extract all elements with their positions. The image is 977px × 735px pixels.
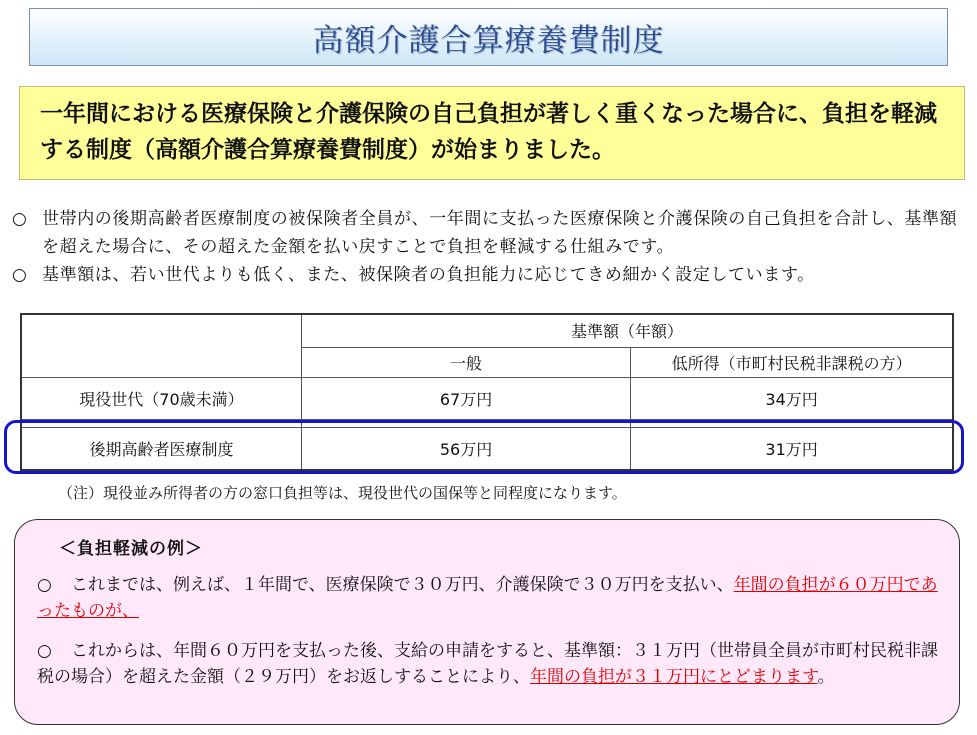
emphasis-text: 年間の負担が３１万円にとどまります xyxy=(530,667,818,687)
bullet-list xyxy=(12,205,970,289)
cell-general: 56万円 xyxy=(301,427,630,470)
title-box xyxy=(29,8,948,66)
example-text: これからは、年間６０万円を支払った後、支給の申請をすると、基準額：３１万円（世帯員全員が市町村民税非課税の場合）を超えた金額（２９万円）をお返しすることにより、 xyxy=(37,641,938,687)
cell-low-income: 34万円 xyxy=(631,377,953,419)
example-item xyxy=(37,638,943,690)
example-text: これまでは、例えば、１年間で、医療保険で３０万円、介護保険で３０万円を支払い、 xyxy=(71,575,734,595)
table-corner xyxy=(21,314,301,377)
emphasis-text: 年間の負担が６０万円であったものが、 xyxy=(37,575,938,621)
example-item xyxy=(37,572,943,624)
column-header-low-income: 低所得（市町村民税非課税の方） xyxy=(631,347,953,377)
cell-general: 67万円 xyxy=(301,377,630,419)
row-label: 後期高齢者医療制度 xyxy=(21,427,301,470)
column-header-general: 一般 xyxy=(301,347,630,377)
banner xyxy=(19,86,965,180)
highlight-frame xyxy=(4,420,964,474)
table-group-header: 基準額（年額） xyxy=(301,314,953,347)
footnote: （注）現役並み所得者の方の窓口負担等は、現役世代の国保等と同程度になります。 xyxy=(58,484,627,502)
bullet-text: 基準額は、若い世代よりも低く、また、被保険者の負担能力に応じてきめ細かく設定しています。 xyxy=(42,265,815,285)
list-item xyxy=(12,205,970,261)
circle-icon: ○ xyxy=(37,575,52,595)
example-box xyxy=(14,519,960,725)
circle-icon: ○ xyxy=(37,641,52,661)
banner-text: 一年間における医療保険と介護保険の自己負担が著しく重くなった場合に、負担を軽減する制度（高額介護合算療養費制度）が始まりました。 xyxy=(40,101,937,163)
row-label: 現役世代（70歳未満） xyxy=(21,377,301,419)
list-item xyxy=(12,261,970,289)
table-row xyxy=(21,377,953,419)
circle-icon: ○ xyxy=(12,265,27,285)
page-title: 高額介護合算療養費制度 xyxy=(312,22,665,59)
example-tail: 。 xyxy=(817,667,835,687)
example-title: ＜負担軽減の例＞ xyxy=(59,539,203,559)
circle-icon: ○ xyxy=(12,209,27,229)
bullet-text: 世帯内の後期高齢者医療制度の被保険者全員が、一年間に支払った医療保険と介護保険の自己負担を合計し、基準額を超えた場合に、その超えた金額を払い戻すことで負担を軽減する仕組みです。 xyxy=(42,209,958,257)
cell-low-income: 31万円 xyxy=(631,427,953,470)
